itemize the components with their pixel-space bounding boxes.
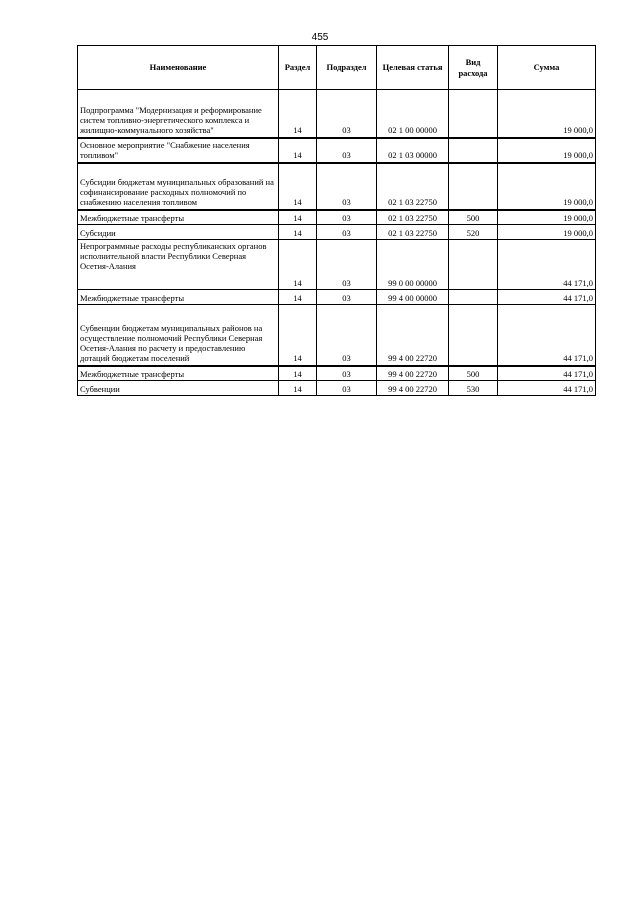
row-expense-type [449, 163, 498, 210]
row-target: 99 4 00 22720 [377, 305, 449, 366]
row-expense-type [449, 290, 498, 305]
row-target: 02 1 03 22750 [377, 225, 449, 240]
table-row [78, 240, 596, 290]
row-expense-type: 530 [449, 381, 498, 396]
row-amount: 19 000,0 [498, 210, 596, 225]
row-section: 14 [279, 381, 317, 396]
row-name: Межбюджетные трансферты [78, 210, 279, 225]
row-subsection: 03 [317, 138, 377, 163]
row-target: 02 1 03 00000 [377, 138, 449, 163]
row-subsection: 03 [317, 90, 377, 138]
row-amount: 44 171,0 [498, 290, 596, 305]
table-row [78, 305, 596, 366]
row-subsection: 03 [317, 290, 377, 305]
row-name: Субвенции [78, 381, 279, 396]
row-subsection: 03 [317, 225, 377, 240]
row-amount: 44 171,0 [498, 366, 596, 381]
row-target: 99 4 00 00000 [377, 290, 449, 305]
row-name: Подпрограмма "Модернизация и реформирование систем топливно-энергетического комплекса и жилищно-коммунального хозяйства" [78, 90, 279, 138]
row-subsection: 03 [317, 163, 377, 210]
header-subsection: Подраздел [317, 46, 377, 90]
row-target: 02 1 03 22750 [377, 210, 449, 225]
row-name: Субсидии бюджетам муниципальных образований на софинансирование расходных полномочий по снабжению населения топливом [78, 163, 279, 210]
row-subsection: 03 [317, 240, 377, 290]
page-number: 455 [311, 32, 329, 43]
table-row [78, 210, 596, 225]
row-expense-type [449, 305, 498, 366]
row-target: 99 4 00 22720 [377, 381, 449, 396]
row-subsection: 03 [317, 210, 377, 225]
row-target: 99 0 00 00000 [377, 240, 449, 290]
row-section: 14 [279, 305, 317, 366]
row-target: 99 4 00 22720 [377, 366, 449, 381]
table-header-row [78, 46, 596, 90]
row-name: Субвенции бюджетам муниципальных районов на осуществление полномочий Республики Северная Осетия-Алания по расчету и предоставлению дотаций бюджетам поселений [78, 305, 279, 366]
row-subsection: 03 [317, 305, 377, 366]
row-expense-type: 500 [449, 210, 498, 225]
row-amount: 44 171,0 [498, 381, 596, 396]
header-section: Раздел [279, 46, 317, 90]
table-row [78, 366, 596, 381]
row-subsection: 03 [317, 381, 377, 396]
row-expense-type [449, 138, 498, 163]
row-amount: 19 000,0 [498, 90, 596, 138]
row-expense-type [449, 90, 498, 138]
row-section: 14 [279, 138, 317, 163]
header-target: Целевая статья [377, 46, 449, 90]
row-section: 14 [279, 240, 317, 290]
row-section: 14 [279, 163, 317, 210]
table-row [78, 225, 596, 240]
table-row [78, 163, 596, 210]
row-amount: 19 000,0 [498, 163, 596, 210]
row-name: Непрограммные расходы республиканских органов исполнительной власти Республики Северная Осетия-Алания [78, 240, 279, 290]
row-amount: 19 000,0 [498, 138, 596, 163]
row-expense-type [449, 240, 498, 290]
row-section: 14 [279, 366, 317, 381]
row-name: Межбюджетные трансферты [78, 290, 279, 305]
row-expense-type: 520 [449, 225, 498, 240]
row-name: Субсидии [78, 225, 279, 240]
row-amount: 44 171,0 [498, 240, 596, 290]
row-section: 14 [279, 290, 317, 305]
row-expense-type: 500 [449, 366, 498, 381]
row-target: 02 1 00 00000 [377, 90, 449, 138]
table-row [78, 90, 596, 138]
table-row [78, 138, 596, 163]
row-amount: 19 000,0 [498, 225, 596, 240]
table-row [78, 381, 596, 396]
budget-table [77, 45, 596, 396]
row-name: Межбюджетные трансферты [78, 366, 279, 381]
header-name: Наименование [78, 46, 279, 90]
row-section: 14 [279, 90, 317, 138]
row-subsection: 03 [317, 366, 377, 381]
table-row [78, 290, 596, 305]
row-name: Основное мероприятие "Снабжение населения топливом" [78, 138, 279, 163]
header-amount: Сумма [498, 46, 596, 90]
header-expense-type: Вид расхода [449, 46, 498, 90]
row-section: 14 [279, 210, 317, 225]
row-section: 14 [279, 225, 317, 240]
row-target: 02 1 03 22750 [377, 163, 449, 210]
row-amount: 44 171,0 [498, 305, 596, 366]
